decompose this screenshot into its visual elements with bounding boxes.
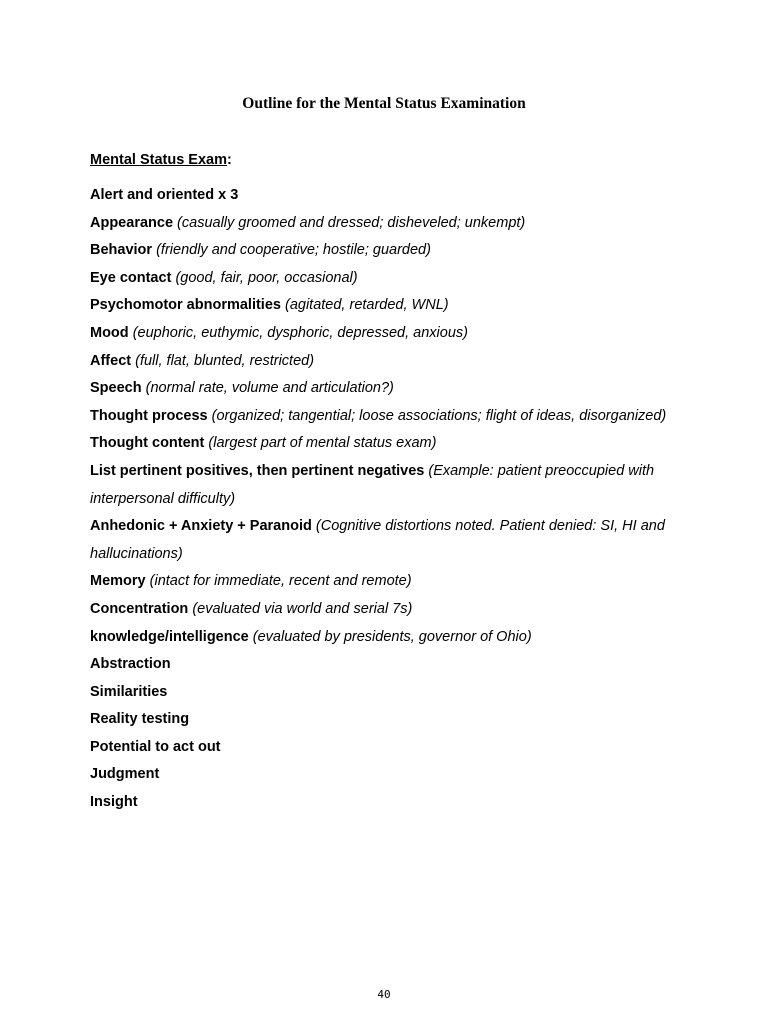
exam-item-term: Behavior <box>90 242 153 259</box>
exam-item-term: Insight <box>90 794 138 811</box>
exam-item <box>90 320 690 348</box>
exam-item <box>90 761 690 789</box>
section-heading <box>90 150 232 170</box>
exam-item <box>90 182 690 210</box>
exam-item <box>90 568 690 596</box>
exam-item-term: Concentration <box>90 600 189 617</box>
exam-item <box>90 403 690 431</box>
exam-item <box>90 348 690 376</box>
exam-item-term: Affect <box>90 352 132 369</box>
exam-item-term: List pertinent positives, then pertinent negatives <box>90 462 425 479</box>
exam-item-term: Eye contact <box>90 269 172 286</box>
exam-item-term: Alert and oriented x 3 <box>90 187 239 203</box>
exam-item-note: (intact for immediate, recent and remote) <box>149 573 412 590</box>
exam-item-term: Memory <box>90 573 146 590</box>
exam-item <box>90 292 690 320</box>
exam-item <box>90 265 690 293</box>
exam-item-note: (organized; tangential; loose associations; flight of ideas, disorganized) <box>211 407 667 424</box>
exam-item <box>90 789 690 817</box>
section-heading-colon: : <box>227 152 232 168</box>
exam-item <box>90 679 690 707</box>
exam-item-note: (full, flat, blunted, restricted) <box>135 352 315 369</box>
exam-item <box>90 734 690 762</box>
exam-item-note: (friendly and cooperative; hostile; guarded) <box>156 242 431 259</box>
page-number: 40 <box>377 988 391 1001</box>
exam-item-term: Abstraction <box>90 656 171 673</box>
exam-item-term: Potential to act out <box>90 738 221 755</box>
exam-item-term: Appearance <box>90 214 174 231</box>
section-heading-label: Mental Status Exam <box>90 152 227 168</box>
exam-item-note: (normal rate, volume and articulation?) <box>145 380 394 397</box>
exam-item-note: (evaluated by presidents, governor of Ohio) <box>252 628 532 645</box>
exam-item-note: (agitated, retarded, WNL) <box>285 297 449 314</box>
exam-item-note: (largest part of mental status exam) <box>208 435 437 452</box>
exam-item <box>90 430 690 458</box>
exam-item-note: (Cognitive distortions noted. Patient denied: SI, HI and hallucinations) <box>90 518 665 562</box>
exam-item-term: Anhedonic + Anxiety + Paranoid <box>90 518 312 535</box>
exam-item <box>90 651 690 679</box>
exam-item-term: Mood <box>90 324 129 341</box>
exam-item <box>90 624 690 652</box>
exam-item <box>90 596 690 624</box>
exam-item <box>90 706 690 734</box>
exam-item <box>90 458 690 513</box>
exam-item-term: knowledge/intelligence <box>90 628 249 645</box>
exam-item-term: Similarities <box>90 683 168 700</box>
exam-item-term: Reality testing <box>90 711 190 728</box>
exam-item-note: (euphoric, euthymic, dysphoric, depressed, anxious) <box>132 324 468 341</box>
exam-item-term: Psychomotor abnormalities <box>90 297 281 314</box>
exam-item-note: (casually groomed and dressed; disheveled; unkempt) <box>177 214 526 231</box>
exam-item-term: Judgment <box>90 766 160 783</box>
exam-item <box>90 375 690 403</box>
exam-item-list <box>90 182 690 817</box>
exam-item <box>90 513 690 568</box>
exam-item-note: (evaluated via world and serial 7s) <box>192 600 413 617</box>
exam-item-note: (good, fair, poor, occasional) <box>175 269 358 286</box>
page-title: Outline for the Mental Status Examination <box>242 95 526 112</box>
exam-item-note: (Example: patient preoccupied with interpersonal difficulty) <box>90 462 655 507</box>
exam-item <box>90 237 690 265</box>
exam-item-term: Thought content <box>90 435 205 452</box>
exam-item-term: Thought process <box>90 407 208 424</box>
exam-item <box>90 210 690 238</box>
exam-item-term: Speech <box>90 380 142 397</box>
